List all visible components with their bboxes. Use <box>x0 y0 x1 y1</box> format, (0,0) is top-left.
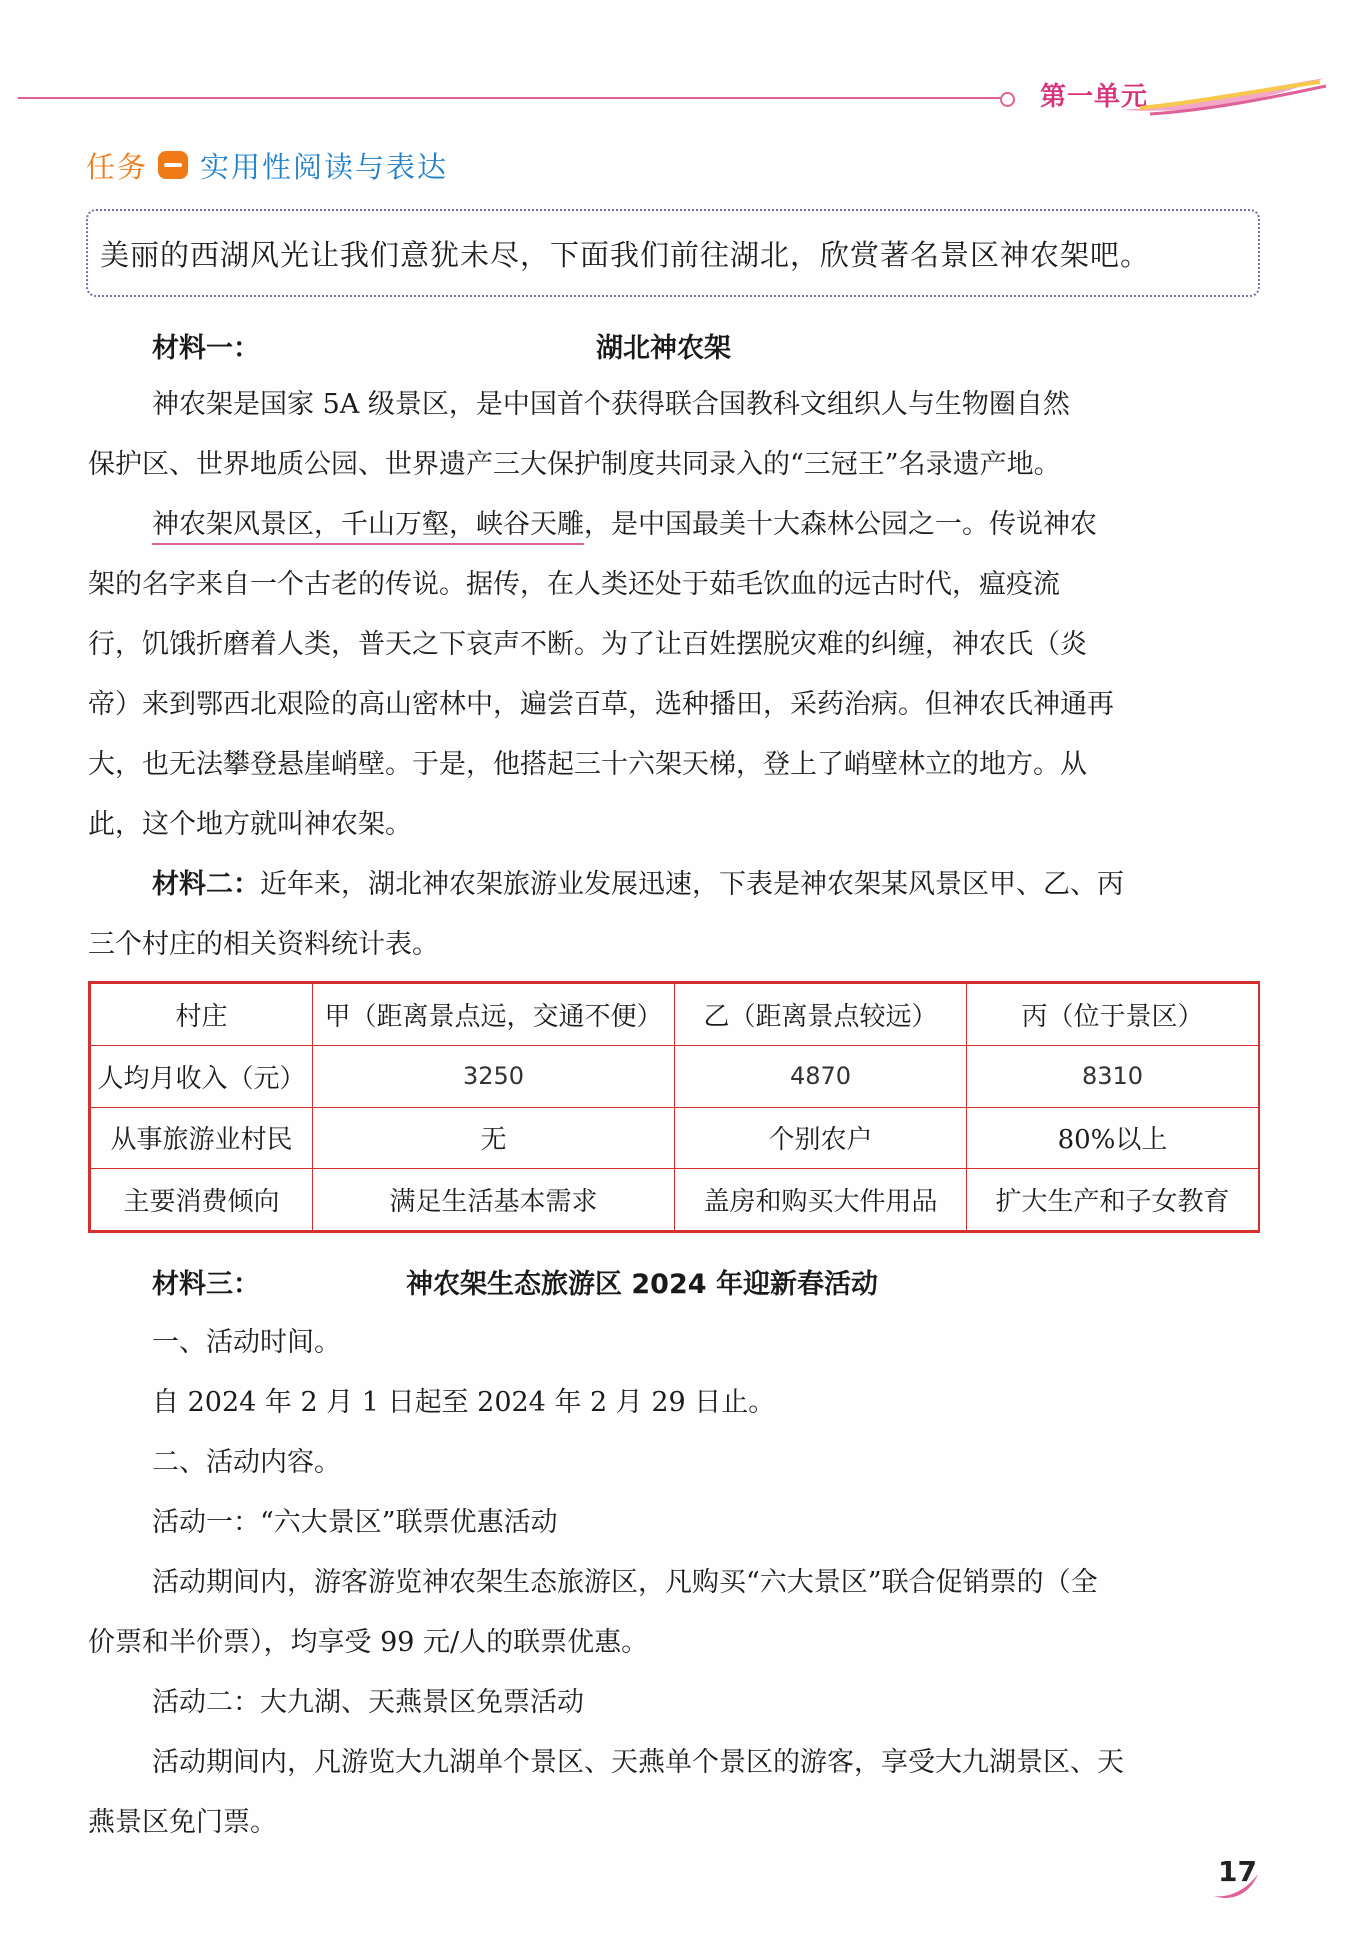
table-cell: 从事旅游业村民 <box>91 1107 313 1169</box>
material3-line: 活动期间内，游客游览神农架生态旅游区，凡购买“六大景区”联合促销票的（全 <box>152 1567 1098 1598</box>
material1-line: 行，饥饿折磨着人类，普天之下哀声不断。为了让百姓摆脱灾难的纠缠，神农氏（炎 <box>88 629 1087 660</box>
material3-line: 活动一：“六大景区”联票优惠活动 <box>152 1507 558 1538</box>
unit-label: 第一单元 <box>1040 82 1149 112</box>
header-divider <box>18 97 1008 99</box>
underlined-phrase: 神农架风景区，千山万壑，峡谷天雕 <box>152 509 584 545</box>
material1-line-rest: ，是中国最美十大森林公园之一。传说神农 <box>584 509 1097 540</box>
table-cell: 人均月收入（元） <box>91 1045 313 1107</box>
material2-line <box>152 862 1124 901</box>
table-row <box>91 1045 1259 1107</box>
table-cell: 3250 <box>313 1045 675 1107</box>
material3-line: 价票和半价票），均享受 99 元/人的联票优惠。 <box>88 1627 649 1658</box>
table-cell: 8310 <box>967 1045 1259 1107</box>
table-cell: 扩大生产和子女教育 <box>967 1169 1259 1231</box>
table-cell: 盖房和购买大件用品 <box>675 1169 967 1231</box>
table-header-cell: 丙（位于景区） <box>967 984 1259 1046</box>
material1-line: 架的名字来自一个古老的传说。据传，在人类还处于茹毛饮血的远古时代，瘟疫流 <box>88 569 1060 600</box>
header-dot-icon <box>1000 92 1015 107</box>
intro-box <box>86 209 1260 297</box>
table-header-row <box>91 984 1259 1046</box>
table-cell: 满足生活基本需求 <box>313 1169 675 1231</box>
material1-line: 此，这个地方就叫神农架。 <box>88 809 412 840</box>
task-number-badge-icon <box>158 151 188 179</box>
table-cell: 个别农户 <box>675 1107 967 1169</box>
material1-label: 材料一： <box>152 333 260 364</box>
village-statistics-table <box>88 981 1260 1233</box>
material1-line: 神农架是国家 5A 级景区，是中国首个获得联合国教科文组织人与生物圈自然 <box>152 389 1070 420</box>
material2-text: 近年来，湖北神农架旅游业发展迅速，下表是神农架某风景区甲、乙、丙 <box>260 869 1124 900</box>
task-word: 任务 <box>86 149 149 184</box>
material3-line: 二、活动内容。 <box>152 1447 341 1478</box>
material3-line: 燕景区免门票。 <box>88 1807 277 1838</box>
intro-text: 美丽的西湖风光让我们意犹未尽，下面我们前往湖北，欣赏著名景区神农架吧。 <box>100 238 1151 272</box>
page-number: 17 <box>1218 1855 1257 1888</box>
table-row <box>91 1169 1259 1231</box>
material3-line: 活动期间内，凡游览大九湖单个景区、天燕单个景区的游客，享受大九湖景区、天 <box>152 1747 1124 1778</box>
table-cell: 无 <box>313 1107 675 1169</box>
table-cell: 主要消费倾向 <box>91 1169 313 1231</box>
table-cell: 4870 <box>675 1045 967 1107</box>
table-row <box>91 1107 1259 1169</box>
material3-line: 一、活动时间。 <box>152 1327 341 1358</box>
material1-line: 帝）来到鄂西北艰险的高山密林中，遍尝百草，选种播田，采药治病。但神农氏神通再 <box>88 689 1114 720</box>
table-cell: 80%以上 <box>967 1107 1259 1169</box>
material3-title: 神农架生态旅游区 2024 年迎新春活动 <box>406 1269 878 1300</box>
material2-line: 三个村庄的相关资料统计表。 <box>88 929 439 960</box>
material1-line: 保护区、世界地质公园、世界遗产三大保护制度共同录入的“三冠王”名录遗产地。 <box>88 449 1061 480</box>
page-swoosh-decoration-icon <box>1212 1872 1262 1902</box>
material3-line: 自 2024 年 2 月 1 日起至 2024 年 2 月 29 日止。 <box>152 1387 776 1418</box>
material1-line <box>152 502 1097 541</box>
material2-label: 材料二： <box>152 869 260 900</box>
material1-title: 湖北神农架 <box>596 333 731 364</box>
table-header-cell: 村庄 <box>91 984 313 1046</box>
task-heading <box>86 145 448 185</box>
material3-line: 活动二：大九湖、天燕景区免票活动 <box>152 1687 584 1718</box>
task-title: 实用性阅读与表达 <box>200 149 449 184</box>
swoosh-decoration-icon <box>1120 72 1330 120</box>
table-header-cell: 甲（距离景点远，交通不便） <box>313 984 675 1046</box>
material3-label: 材料三： <box>152 1269 260 1300</box>
material1-line: 大，也无法攀登悬崖峭壁。于是，他搭起三十六架天梯，登上了峭壁林立的地方。从 <box>88 749 1087 780</box>
table-header-cell: 乙（距离景点较远） <box>675 984 967 1046</box>
